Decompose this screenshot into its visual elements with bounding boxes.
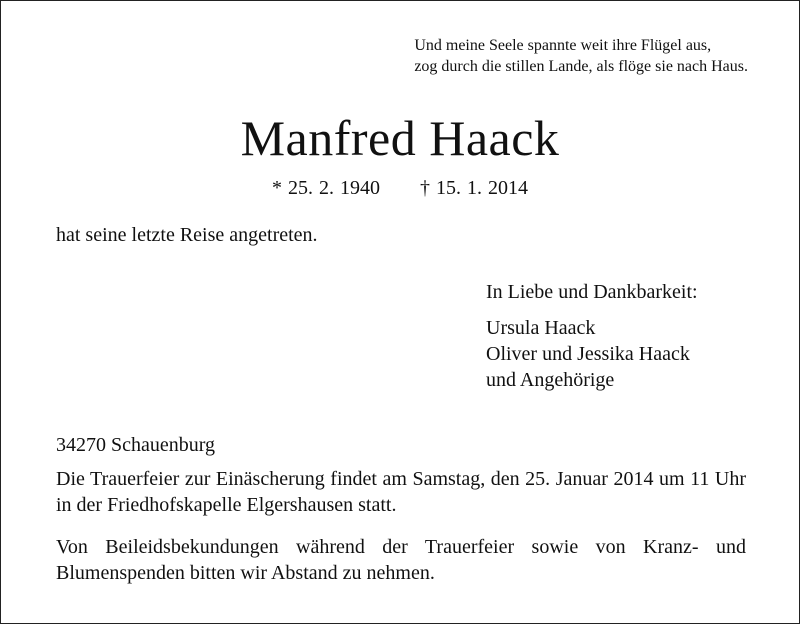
- ceremony-paragraph: Die Trauerfeier zur Einäscherung findet am Samstag, den 25. Januar 2014 um 11 Uhr in der Friedhofskapelle Elgershausen statt.: [56, 468, 746, 516]
- motto-line: Und meine Seele spannte weit ihre Flügel aus,: [414, 37, 712, 54]
- family-heading: In Liebe und Dankbarkeit:: [486, 281, 698, 303]
- motto-verse: [414, 35, 748, 77]
- family-member: Ursula Haack: [486, 317, 596, 339]
- location: 34270 Schauenburg: [56, 434, 216, 456]
- family-block: [486, 279, 698, 393]
- death-date: † 15. 1. 2014: [420, 177, 528, 199]
- birth-date: * 25. 2. 1940: [272, 177, 380, 199]
- intro-text: hat seine letzte Reise angetreten.: [56, 224, 318, 246]
- motto-line: zog durch die stillen Lande, als flöge sie nach Haus.: [414, 58, 748, 75]
- family-members: [486, 315, 698, 393]
- family-member: Oliver und Jessika Haack: [486, 343, 690, 365]
- family-member: und Angehörige: [486, 369, 615, 391]
- deceased-name: Manfred Haack: [240, 110, 560, 166]
- life-dates: [0, 175, 800, 201]
- condolences-paragraph: Von Beileidsbekundungen während der Trauerfeier sowie von Kranz- und Blumenspenden bitten wir Abstand zu nehmen.: [56, 536, 746, 584]
